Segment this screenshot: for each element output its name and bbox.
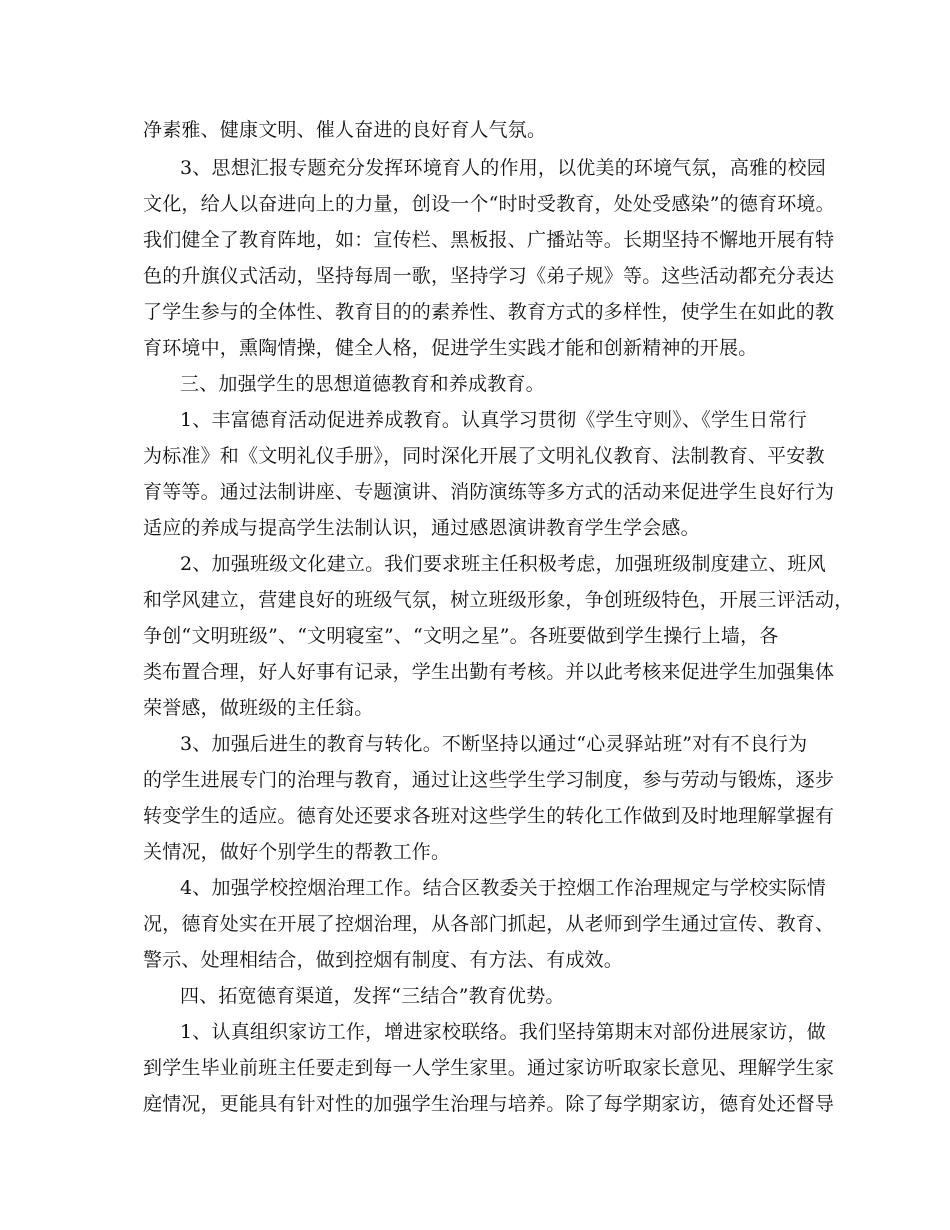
text-line: 转变学生的适应。德育处还要求各班对这些学生的转化工作做到及时地理解掌握有: [143, 805, 835, 827]
section-heading: 四、拓宽德育渠道，发挥“三结合”教育优势。: [180, 985, 565, 1007]
text-line: 况，德育处实在开展了控烟治理，从各部门抓起，从老师到学生通过宣传、教育、: [143, 913, 835, 935]
text-line: 净素雅、健康文明、催人奋进的良好育人气氛。: [143, 119, 547, 141]
text-line: 育等等。通过法制讲座、专题演讲、消防演练等多方式的活动来促进学生良好行为: [143, 481, 835, 503]
text-line: 1、丰富德育活动促进养成教育。认真学习贯彻《学生守则》、《学生日常行: [180, 409, 807, 431]
text-line: 3、加强后进生的教育与转化。不断坚持以通过“心灵驿站班”对有不良行为: [180, 733, 808, 755]
text-line: 4、加强学校控烟治理工作。结合区教委关于控烟工作治理规定与学校实际情: [180, 877, 826, 899]
text-line: 适应的养成与提高学生法制认识，通过感恩演讲教育学生学会感。: [143, 517, 700, 539]
text-line: 荣誉感，做班级的主任翁。: [143, 697, 374, 719]
section-heading: 三、加强学生的思想道德教育和养成教育。: [180, 373, 545, 395]
text-line: 类布置合理，好人好事有记录，学生出勤有考核。并以此考核来促进学生加强集体: [143, 661, 835, 683]
text-line: 庭情况，更能具有针对性的加强学生治理与培养。除了每学期家访，德育处还督导: [143, 1093, 835, 1115]
text-line: 了学生参与的全体性、教育目的的素养性、教育方式的多样性，使学生在如此的教: [143, 301, 835, 323]
text-line: 1、认真组织家访工作，增进家校联络。我们坚持第期末对部份进展家访，做: [180, 1021, 826, 1043]
text-line: 文化，给人以奋进向上的力量，创设一个“时时受教育，处处受感染”的德育环境。: [143, 193, 835, 215]
text-line: 和学风建立，营建良好的班级气氛，树立班级形象，争创班级特色，开展三评活动，: [143, 589, 854, 611]
text-line: 到学生毕业前班主任要走到每一人学生家里。通过家访听取家长意见、理解学生家: [143, 1057, 835, 1079]
text-line: 3、思想汇报专题充分发挥环境育人的作用，以优美的环境气氛，高雅的校园: [180, 157, 826, 179]
text-line: 2、加强班级文化建立。我们要求班主任积极考虑，加强班级制度建立、班风: [180, 553, 826, 575]
text-line: 的学生进展专门的治理与教育，通过让这些学生学习制度，参与劳动与锻炼，逐步: [143, 769, 835, 791]
text-line: 我们健全了教育阵地，如：宣传栏、黑板报、广播站等。长期坚持不懈地开展有特: [143, 229, 835, 251]
text-line: 育环境中，熏陶情操，健全人格，促进学生实践才能和创新精神的开展。: [143, 337, 758, 359]
text-line: 关情况，做好个别学生的帮教工作。: [143, 841, 451, 863]
text-line: 警示、处理相结合，做到控烟有制度、有方法、有成效。: [143, 949, 624, 971]
text-line: 色的升旗仪式活动，坚持每周一歌，坚持学习《弟子规》等。这些活动都充分表达: [143, 265, 835, 287]
text-line: 为标准》和《文明礼仪手册》，同时深化开展了文明礼仪教育、法制教育、平安教: [143, 445, 825, 467]
text-line: 争创“文明班级”、“文明寝室”、“文明之星”。各班要做到学生操行上墙，各: [143, 625, 779, 647]
